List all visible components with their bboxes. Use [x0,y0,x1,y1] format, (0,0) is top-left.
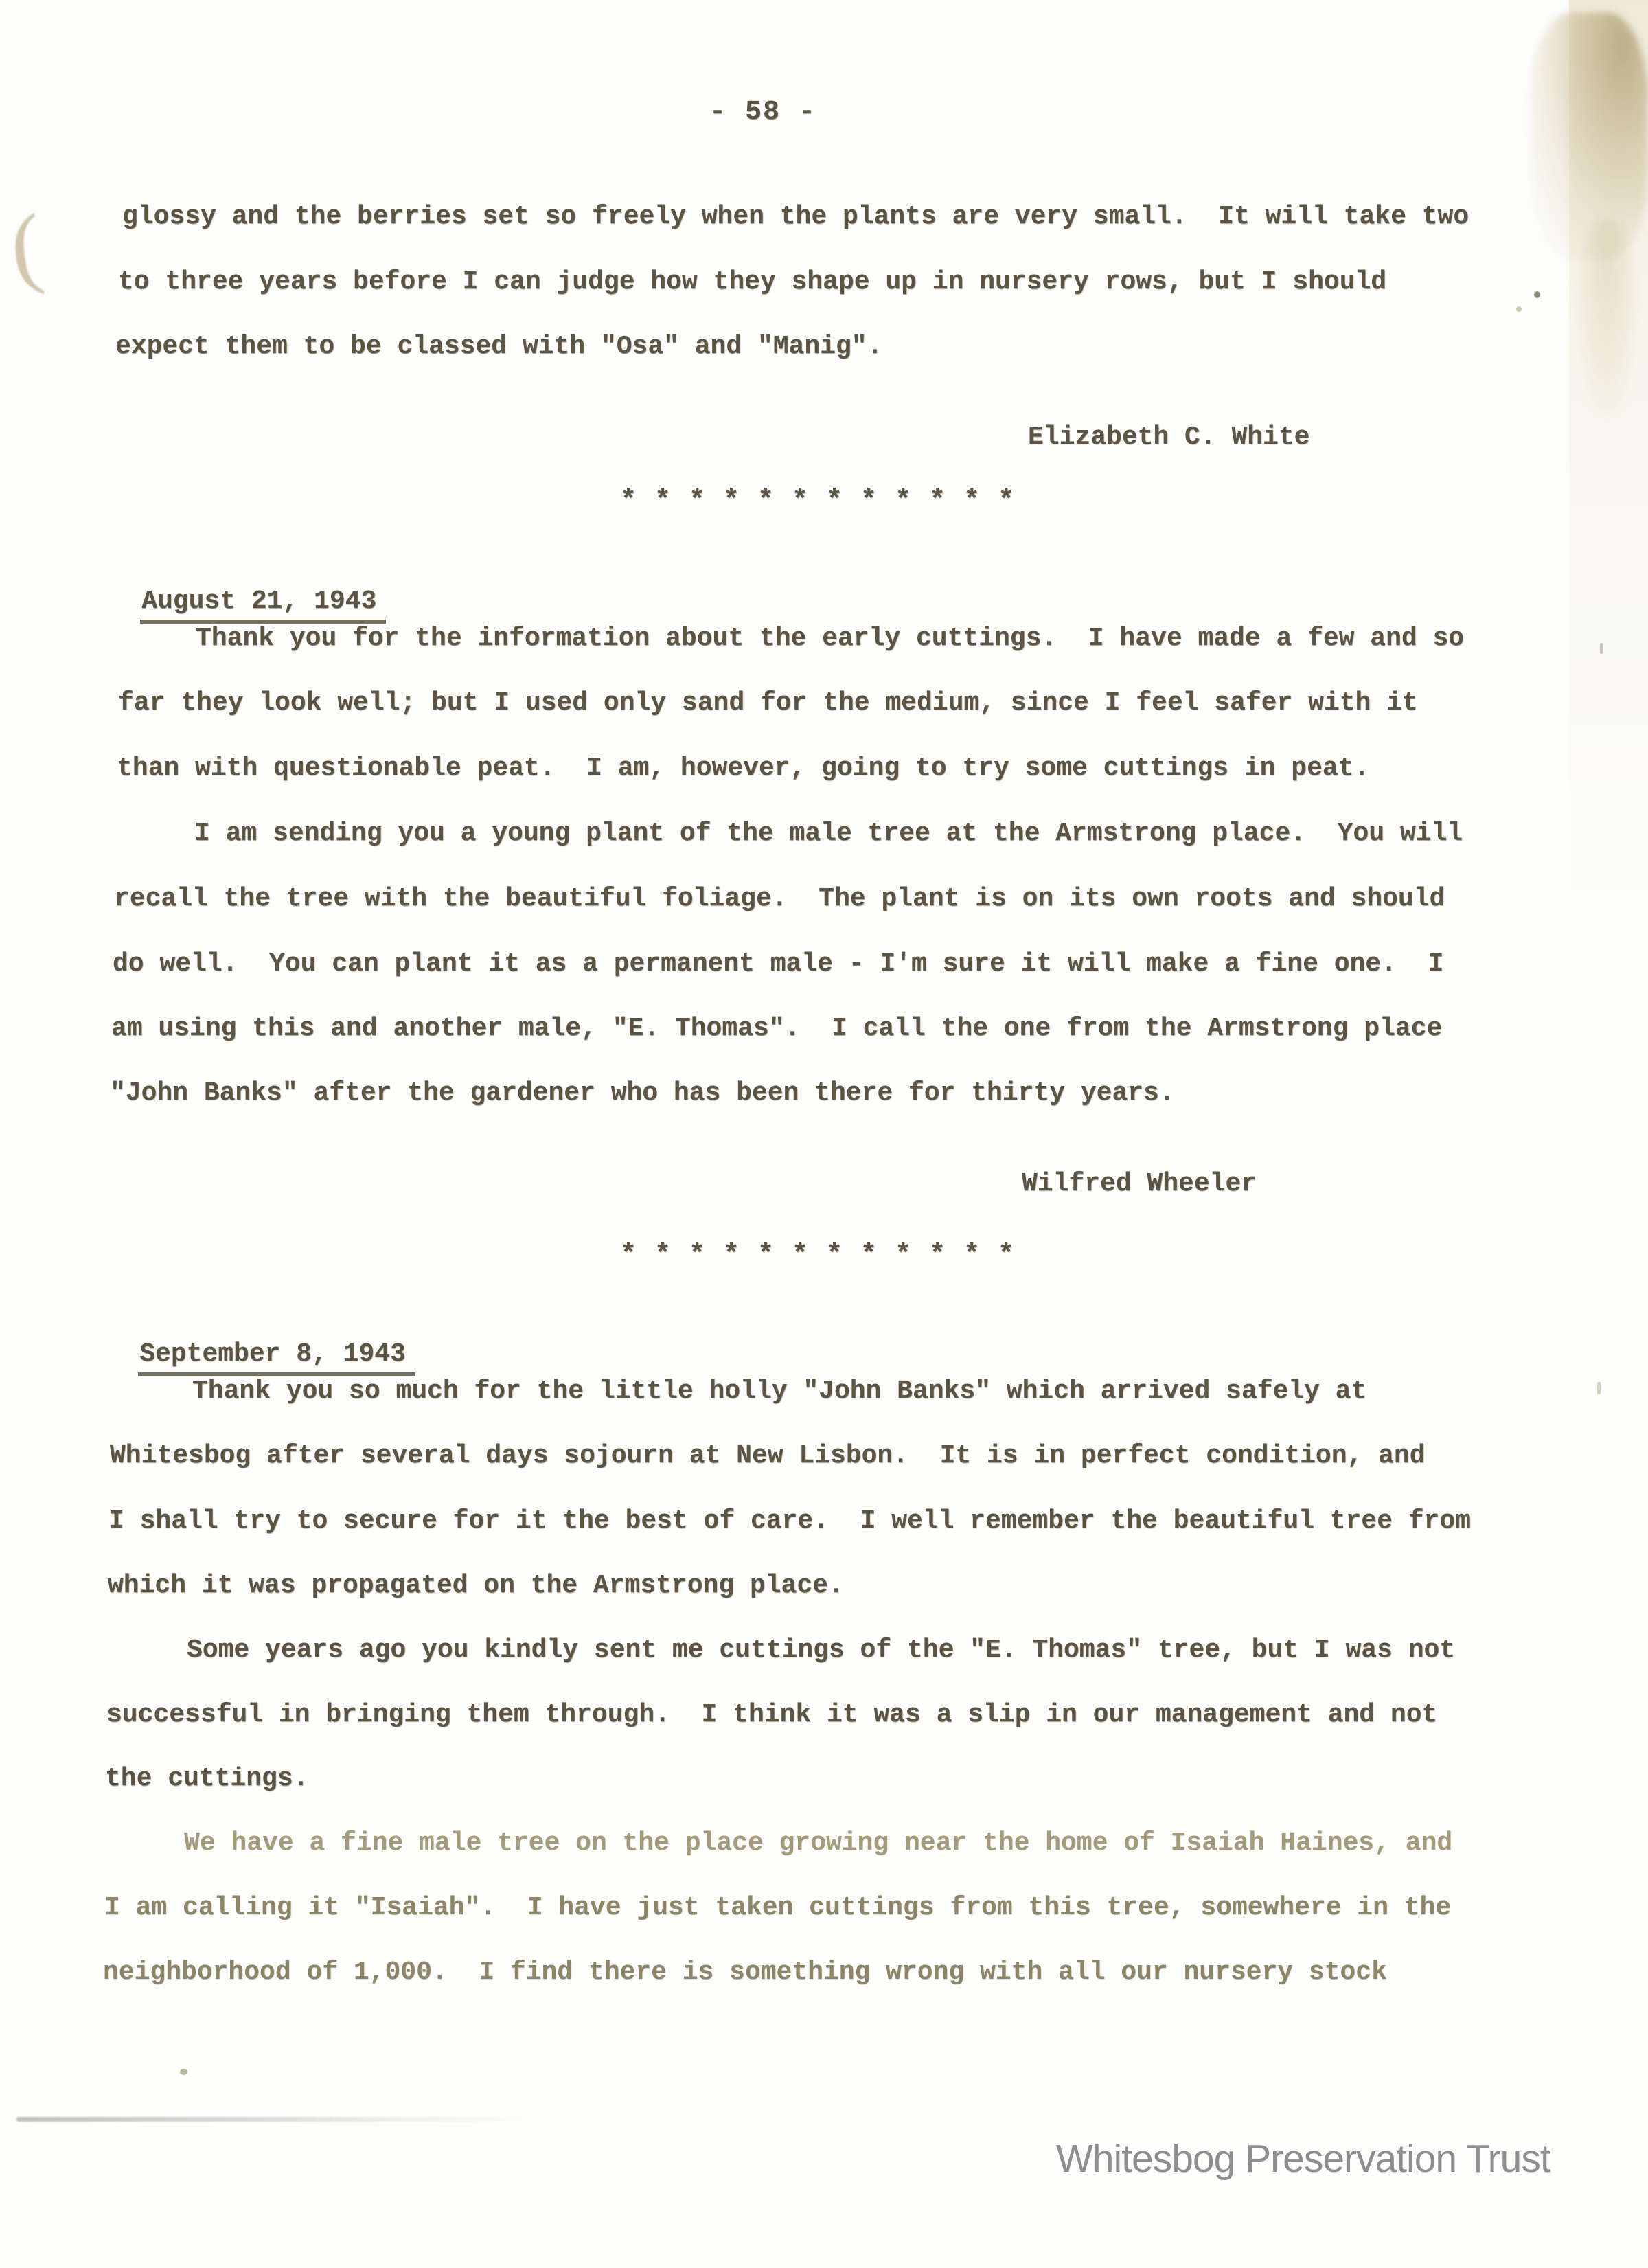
watermark: Whitesbog Preservation Trust [1056,2137,1550,2181]
scan-streak-bottom-left [16,2117,528,2122]
typed-line: do well. You can plant it as a permanent male - I'm sure it will make a fine one. I [113,949,1444,979]
page-number: - 58 - [709,97,817,128]
scan-speck [1600,643,1603,654]
typed-line: successful in bringing them through. I think it was a slip in our management and not [106,1700,1438,1730]
scan-stain-top-right [1530,12,1648,260]
typed-line: Whitesbog after several days sojourn at New Lisbon. It is in perfect condition, and [110,1441,1426,1471]
typed-line: I am sending you a young plant of the male tree at the Armstrong place. You will [194,819,1463,848]
scan-stain-tail [1578,220,1636,412]
scan-speck [1597,1382,1601,1394]
typed-line: I shall try to secure for it the best of care. I well remember the beautiful tree from [108,1506,1471,1536]
typed-line: "John Banks" after the gardener who has been there for thirty years. [110,1078,1175,1108]
signature-line: Wilfred Wheeler [1022,1169,1257,1199]
typed-line: far they look well; but I used only sand for the medium, since I feel safer with it [118,688,1418,718]
letter-date-text: September 8, 1943 [138,1339,415,1376]
typed-line: which it was propagated on the Armstrong place. [108,1571,844,1600]
typed-line: I am calling it "Isaiah". I have just taken cuttings from this tree, somewhere in the [104,1893,1452,1923]
typed-line: neighborhood of 1,000. I find there is something wrong with all our nursery stock [103,1958,1387,1987]
scan-speck [1534,291,1540,298]
typed-line: Some years ago you kindly sent me cuttings of the "E. Thomas" tree, but I was not [187,1635,1456,1665]
asterisk-separator: * * * * * * * * * * * * [620,1240,1016,1271]
typed-line: expect them to be classed with "Osa" and "Manig". [115,332,883,361]
typed-line: than with questionable peat. I am, however, going to try some cuttings in peat. [117,753,1370,783]
typed-line: Thank you so much for the little holly "John Banks" which arrived safely at [192,1376,1367,1406]
typed-line: Thank you for the information about the early cuttings. I have made a few and so [196,624,1465,653]
scan-speck [1516,306,1522,312]
signature-line: Elizabeth C. White [1028,422,1310,452]
typed-line: glossy and the berries set so freely when the plants are very small. It will take two [122,202,1469,231]
letter-date-text: August 21, 1943 [140,587,386,624]
typed-line: am using this and another male, "E. Thomas". I call the one from the Armstrong place [111,1014,1443,1043]
typed-line: recall the tree with the beautiful foliage. The plant is on its own roots and should [114,884,1445,914]
scan-speck [180,2069,187,2075]
typed-line: the cuttings. [105,1764,309,1793]
scan-smudge-paren: ( [5,194,47,299]
asterisk-separator: * * * * * * * * * * * * [620,486,1016,517]
typed-line: to three years before I can judge how they shape up in nursery rows, but I should [118,267,1387,297]
typed-line: We have a fine male tree on the place growing near the home of Isaiah Haines, and [184,1828,1453,1858]
